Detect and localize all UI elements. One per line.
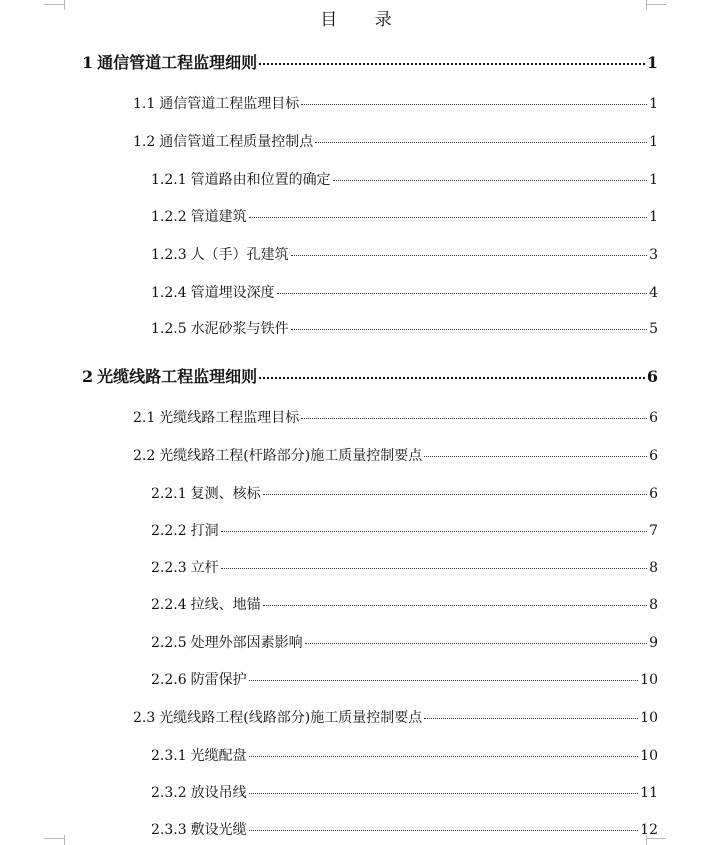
crop-mark-bottom-left-vertical — [64, 835, 65, 845]
toc-entry-page: 1 — [646, 53, 658, 72]
toc-entry-text: 管道埋设深度 — [190, 285, 275, 301]
toc-entry-number: 2.2.1 — [151, 486, 187, 502]
dot-leader — [301, 104, 647, 105]
toc-entry-text: 通信管道工程监理目标 — [159, 96, 300, 112]
dot-leader — [315, 142, 647, 143]
toc-entry[interactable] — [151, 206, 658, 226]
toc-entry-text: 光缆配盘 — [190, 748, 247, 764]
toc-entry-text: 水泥砂浆与铁件 — [190, 321, 289, 337]
toc-entry-number: 2.2.5 — [151, 635, 187, 651]
toc-entry-number: 2.2 — [133, 448, 156, 464]
dot-leader — [424, 456, 647, 457]
toc-entry-page: 4 — [649, 285, 658, 301]
toc-entry[interactable] — [151, 169, 658, 189]
toc-entry-page: 3 — [649, 247, 658, 263]
dot-leader — [221, 568, 647, 569]
crop-mark-top-left — [44, 4, 64, 5]
toc-entry[interactable] — [151, 782, 658, 802]
toc-entry-number: 1.2 — [133, 134, 156, 150]
toc-entry[interactable] — [133, 131, 658, 151]
toc-entry-page: 9 — [649, 635, 658, 651]
toc-entry-page: 10 — [640, 710, 658, 726]
toc-entry-text: 复测、核标 — [190, 486, 261, 502]
toc-entry[interactable] — [151, 594, 658, 614]
toc-entry-text: 光缆线路工程监理目标 — [159, 410, 300, 426]
toc-entry-page: 6 — [649, 486, 658, 502]
toc-entry-text: 光缆线路工程(杆路部分)施工质量控制要点 — [159, 448, 423, 464]
dot-leader — [249, 793, 639, 794]
toc-entry-text: 通信管道工程质量控制点 — [159, 134, 314, 150]
toc-entry[interactable] — [133, 707, 658, 727]
toc-entry-number: 1 — [82, 53, 94, 72]
dot-leader — [333, 180, 647, 181]
toc-entry-number: 1.2.5 — [151, 321, 187, 337]
toc-entry-number: 2.1 — [133, 410, 156, 426]
toc-entry-number: 1.1 — [133, 96, 156, 112]
toc-entry[interactable] — [151, 745, 658, 765]
toc-entry[interactable] — [151, 632, 658, 652]
toc-entry[interactable] — [151, 282, 658, 302]
dot-leader — [249, 680, 639, 681]
toc-entry-page: 12 — [640, 822, 658, 838]
dot-leader — [263, 494, 647, 495]
toc-entry[interactable] — [151, 318, 658, 338]
toc-entry-page: 7 — [649, 523, 658, 539]
toc-entry-number: 2.3 — [133, 710, 156, 726]
toc-entry-text: 敷设光缆 — [190, 822, 247, 838]
dot-leader — [249, 756, 639, 757]
toc-entry-number: 2.3.1 — [151, 748, 187, 764]
toc-entry[interactable] — [133, 93, 658, 113]
dot-leader — [221, 531, 647, 532]
dot-leader — [424, 718, 638, 719]
toc-entry[interactable] — [82, 50, 658, 73]
dot-leader — [249, 830, 639, 831]
toc-entry-page: 1 — [649, 96, 658, 112]
toc-entry-text: 通信管道工程监理细则 — [97, 53, 258, 72]
toc-entry-page: 10 — [640, 672, 658, 688]
toc-entry[interactable] — [151, 819, 658, 839]
toc-entry-page: 6 — [646, 367, 658, 386]
toc-entry-number: 2.3.2 — [151, 785, 187, 801]
toc-entry[interactable] — [151, 520, 658, 540]
toc-entry-number: 2.3.3 — [151, 822, 187, 838]
toc-entry-text: 打洞 — [190, 523, 219, 539]
dot-leader — [291, 329, 647, 330]
toc-entry-page: 10 — [640, 748, 658, 764]
toc-entry-number: 2 — [82, 367, 94, 386]
crop-mark-top-right — [646, 4, 666, 5]
toc-entry-number: 1.2.2 — [151, 209, 187, 225]
dot-leader — [249, 217, 647, 218]
toc-entry-number: 2.2.6 — [151, 672, 187, 688]
toc-entry-text: 立杆 — [190, 560, 219, 576]
dot-leader — [301, 418, 647, 419]
toc-entry-text: 管道建筑 — [190, 209, 247, 225]
toc-entry-text: 光缆线路工程监理细则 — [97, 367, 258, 386]
crop-mark-bottom-left — [44, 838, 64, 839]
toc-entry-page: 11 — [640, 785, 658, 801]
toc-entry-page: 8 — [649, 560, 658, 576]
toc-entry[interactable] — [151, 557, 658, 577]
toc-entry-page: 5 — [649, 321, 658, 337]
dot-leader — [291, 255, 647, 256]
toc-entry-text: 放设吊线 — [190, 785, 247, 801]
toc-entry[interactable] — [151, 669, 658, 689]
toc-title: 目 录 — [320, 10, 408, 30]
toc-entry[interactable] — [82, 364, 658, 387]
toc-entry-text: 光缆线路工程(线路部分)施工质量控制要点 — [159, 710, 423, 726]
toc-entry[interactable] — [133, 445, 658, 465]
toc-entry-text: 人（手）孔建筑 — [190, 247, 289, 263]
toc-entry[interactable] — [151, 244, 658, 264]
toc-entry-number: 1.2.4 — [151, 285, 187, 301]
toc-entry[interactable] — [151, 483, 658, 503]
toc-entry-page: 8 — [649, 597, 658, 613]
toc-entry-page: 6 — [649, 410, 658, 426]
toc-entry-text: 管道路由和位置的确定 — [190, 172, 331, 188]
toc-entry-text: 处理外部因素影响 — [190, 635, 303, 651]
toc-entry-page: 1 — [649, 209, 658, 225]
toc-entry-text: 防雷保护 — [190, 672, 247, 688]
toc-entry-page: 1 — [649, 134, 658, 150]
dot-leader — [305, 643, 647, 644]
dot-leader — [263, 605, 647, 606]
dot-leader — [277, 293, 647, 294]
toc-entry-number: 1.2.3 — [151, 247, 187, 263]
toc-entry-number: 1.2.1 — [151, 172, 187, 188]
toc-entry-number: 2.2.3 — [151, 560, 187, 576]
toc-entry[interactable] — [133, 407, 658, 427]
toc-entry-page: 1 — [649, 172, 658, 188]
toc-entry-text: 拉线、地锚 — [190, 597, 261, 613]
toc-entry-number: 2.2.4 — [151, 597, 187, 613]
toc-entry-number: 2.2.2 — [151, 523, 187, 539]
dot-leader — [259, 63, 645, 65]
toc-entry-page: 6 — [649, 448, 658, 464]
dot-leader — [259, 377, 645, 379]
